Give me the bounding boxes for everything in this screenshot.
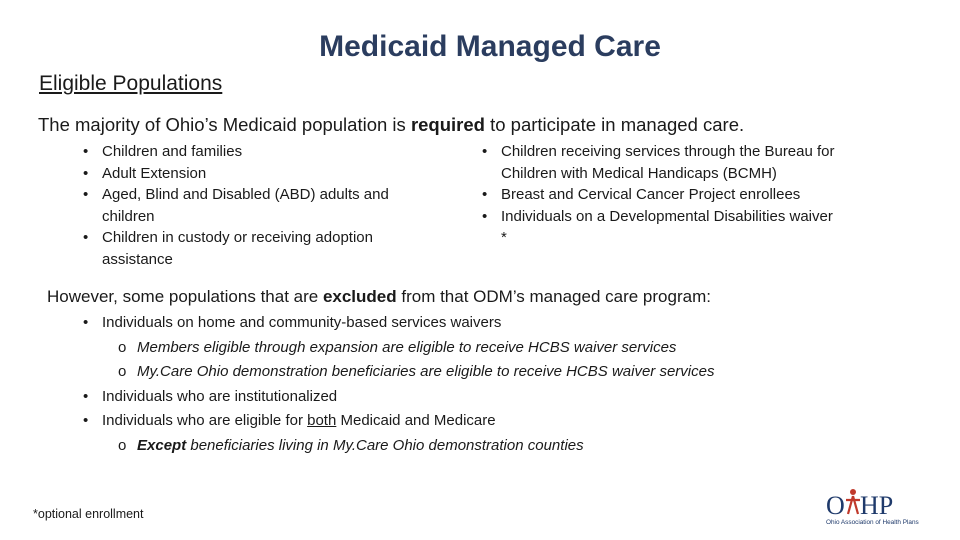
intro-sentence bbox=[38, 114, 744, 136]
excluded-item-underline: both bbox=[307, 412, 337, 429]
oahp-logo bbox=[826, 486, 936, 528]
excluded-item: • Individuals who are institutionalized bbox=[83, 388, 338, 405]
excluded-subitem-bold: Except bbox=[137, 437, 187, 454]
oahp-logo-mark bbox=[826, 486, 936, 528]
however-bold: excluded bbox=[322, 287, 397, 306]
excluded-subitem: o Except beneficiaries living in My.Care Ohio demonstration counties bbox=[118, 437, 584, 454]
excluded-subitem-rest: beneficiaries living in My.Care Ohio demonstration counties bbox=[186, 437, 584, 454]
exclusion-sentence bbox=[47, 287, 711, 307]
however-pre: However, some populations that are bbox=[47, 287, 323, 306]
excluded-subitem: o My.Care Ohio demonstration beneficiaries are eligible to receive HCBS waiver services bbox=[118, 363, 715, 380]
excluded-item-pre: Individuals who are eligible for bbox=[102, 412, 308, 429]
excluded-subitem: o Members eligible through expansion are eligible to receive HCBS waiver services bbox=[118, 339, 677, 356]
intro-pre: The majority of Ohio’s Medicaid population is bbox=[38, 114, 411, 135]
page-title: Medicaid Managed Care bbox=[319, 30, 661, 63]
list-item: • Individuals on a Developmental Disabilities waiver * bbox=[478, 206, 838, 249]
list-item: • Children and families bbox=[79, 141, 409, 163]
however-post: from that ODM’s managed care program: bbox=[396, 287, 711, 306]
excluded-subitem-label: My.Care Ohio demonstration beneficiaries are eligible to receive HCBS waiver services bbox=[137, 363, 715, 380]
excluded-item: • Individuals on home and community-based services waivers bbox=[83, 314, 502, 331]
list-item: • Aged, Blind and Disabled (ABD) adults and children bbox=[79, 184, 409, 227]
intro-bold: required bbox=[410, 114, 485, 135]
logo-hp: HP bbox=[860, 491, 894, 520]
logo-o: O bbox=[826, 491, 845, 520]
intro-post: to participate in managed care. bbox=[484, 114, 745, 135]
logo-caption: Ohio Association of Health Plans bbox=[826, 519, 919, 526]
logo-figure bbox=[846, 496, 860, 514]
logo-figure-head bbox=[850, 489, 856, 495]
list-item: • Breast and Cervical Cancer Project enrollees bbox=[478, 184, 838, 206]
excluded-item-post: Medicaid and Medicare bbox=[336, 412, 496, 429]
list-item: • Adult Extension bbox=[79, 163, 409, 185]
excluded-item-label: Individuals on home and community-based services waivers bbox=[102, 314, 502, 331]
included-list-left bbox=[79, 141, 409, 270]
list-item: • Children in custody or receiving adoption assistance bbox=[79, 227, 409, 270]
included-list-right bbox=[478, 141, 838, 249]
excluded-item: • Individuals who are eligible for both Medicaid and Medicare bbox=[83, 412, 496, 429]
excluded-subitem-label: Members eligible through expansion are eligible to receive HCBS waiver services bbox=[137, 339, 677, 356]
excluded-item-label: Individuals who are institutionalized bbox=[102, 388, 338, 405]
section-subtitle: Eligible Populations bbox=[39, 72, 223, 95]
list-item: • Children receiving services through the Bureau for Children with Medical Handicaps (BCMH) bbox=[478, 141, 838, 184]
footnote: *optional enrollment bbox=[33, 507, 144, 521]
